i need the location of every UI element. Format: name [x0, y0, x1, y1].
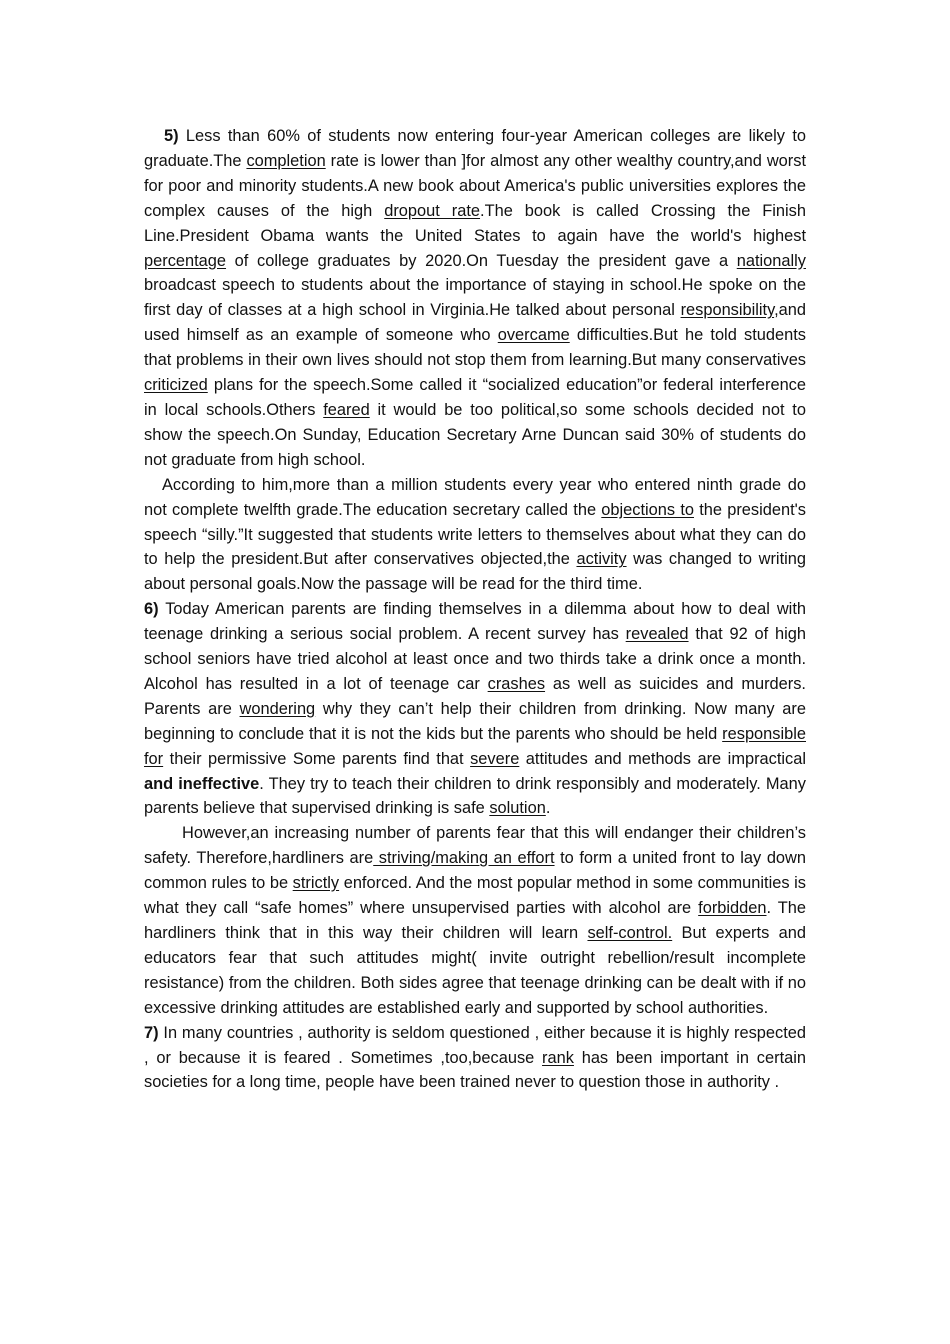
section-5-paragraph-1	[144, 124, 806, 473]
text-run: to form a united front to lay down common rules to be	[144, 849, 806, 893]
text-run: difficulties.But he told students that problems in their own lives should not stop them from learning.But many conservatives	[144, 326, 806, 370]
underlined-term-revealed: revealed	[625, 625, 689, 644]
underlined-term-percentage: percentage	[144, 251, 227, 270]
underlined-term-responsibility: responsibility	[680, 301, 775, 320]
underlined-term-objections-to: objections to	[601, 500, 694, 519]
underlined-term-wondering: wondering	[239, 699, 316, 718]
text-run: However,an increasing number of parents fear that this will endanger their children’s safety. Therefore,hardliners are	[144, 824, 806, 868]
underlined-term-rank: rank	[542, 1048, 574, 1067]
section-5-paragraph-2	[144, 473, 806, 598]
text-run: In many countries , authority is seldom questioned , either because it is highly respected , or because it is feared . Sometimes ,too,because	[144, 1023, 806, 1067]
text-run: their permissive Some parents find that	[163, 749, 471, 768]
section-6-paragraph-1	[144, 597, 806, 821]
underlined-term-criticized: criticized	[144, 376, 208, 395]
text-run: it would be too political,so some schools decided not to show the speech.On Sunday, Education Secretary Arne Duncan said 30% of students do not graduate from high school.	[144, 400, 806, 469]
section-6-paragraph-2	[144, 821, 806, 1020]
text-run: attitudes and methods are impractical	[519, 749, 806, 768]
text-run: Less than 60% of students now entering four-year American colleges are likely to graduate.The	[144, 127, 806, 170]
underlined-term-severe: severe	[470, 749, 520, 768]
underlined-term-dropout-rate: dropout rate	[384, 201, 481, 220]
text-run: .	[545, 799, 551, 818]
underlined-term-solution: solution	[489, 799, 546, 818]
text-run: has been important in certain societies for a long time, people have been trained never to question those in authority .	[144, 1048, 806, 1092]
text-run: why they can’t help their children from drinking. Now many are beginning to conclude that it is not the kids but the parents who should be held	[144, 699, 806, 743]
underlined-term-forbidden: forbidden	[698, 899, 767, 918]
text-run: . They try to teach their children to drink responsibly and moderately. Many parents believe that supervised drinking is safe	[144, 774, 806, 818]
underlined-term-self-control: self-control.	[587, 924, 673, 942]
document-page	[144, 124, 806, 1095]
underlined-term-completion: completion	[246, 151, 326, 170]
underlined-term-crashes: crashes	[487, 674, 546, 693]
text-run: But experts and educators fear that such attitudes might( invite outright rebellion/result incomplete resistance) from the children. Both sides agree that teenage drinking can be dealt with if no excessive drinking attitudes are established early and supported by school authorities.	[144, 924, 806, 1017]
text-run: enforced. And the most popular method in some communities is what they call “safe homes” where unsupervised parties with alcohol are	[144, 874, 806, 918]
underlined-term-strictly: strictly	[292, 874, 340, 893]
text-run: ,and used himself as an example of someone who	[144, 301, 806, 345]
text-run: was changed to writing about personal goals.Now the passage will be read for the third time.	[144, 550, 806, 594]
text-run: According to him,more than a million students every year who entered ninth grade do not complete twelfth grade.The education secretary called the	[144, 475, 806, 519]
text-run: plans for the speech.Some called it “socialized education”or federal interference in local schools.Others	[144, 376, 806, 419]
underlined-term-nationally: nationally	[736, 251, 806, 270]
text-run: that 92 of high school seniors have tried alcohol at least once and two thirds take a drink once a month. Alcohol has resulted in a lot of teenage car	[144, 625, 806, 693]
bold-phrase-and-ineffective: and ineffective	[144, 774, 260, 793]
text-run: . The hardliners think that in this way their children will learn	[144, 899, 806, 942]
underlined-term-responsible-for: responsible for	[144, 724, 806, 768]
text-run: Today American parents are finding themselves in a dilemma about how to deal with teenage drinking a serious social problem. A recent survey has	[144, 600, 806, 644]
text-run: of college graduates by 2020.On Tuesday the president gave a	[226, 251, 737, 270]
text-run: broadcast speech to students about the importance of staying in school.He spoke on the first day of classes at a high school in Virginia.He talked about personal	[144, 276, 806, 320]
underlined-term-feared: feared	[323, 400, 370, 419]
section-7-paragraph-1	[144, 1021, 806, 1096]
underlined-term-activity: activity	[576, 550, 627, 569]
text-run: the president's speech “silly.”It suggested that students write letters to themselves about what they can do to help the president.But after conservatives objected,the	[144, 500, 806, 569]
underlined-term-overcame: overcame	[497, 326, 570, 345]
section-6-label: 6)	[144, 600, 159, 619]
text-run: as well as suicides and murders. Parents are	[144, 674, 806, 718]
section-7-label: 7)	[144, 1023, 159, 1042]
text-run: .The book is called Crossing the Finish Line.President Obama wants the United States to again have the world's highest	[144, 201, 806, 245]
underlined-term-striving-making-an-effort: striving/making an effort	[373, 849, 555, 868]
section-5-label: 5)	[164, 127, 179, 145]
text-run: rate is lower than ]for almost any other wealthy country,and worst for poor and minority students.A new book about America's public universities explores the complex causes of the high	[144, 151, 806, 220]
